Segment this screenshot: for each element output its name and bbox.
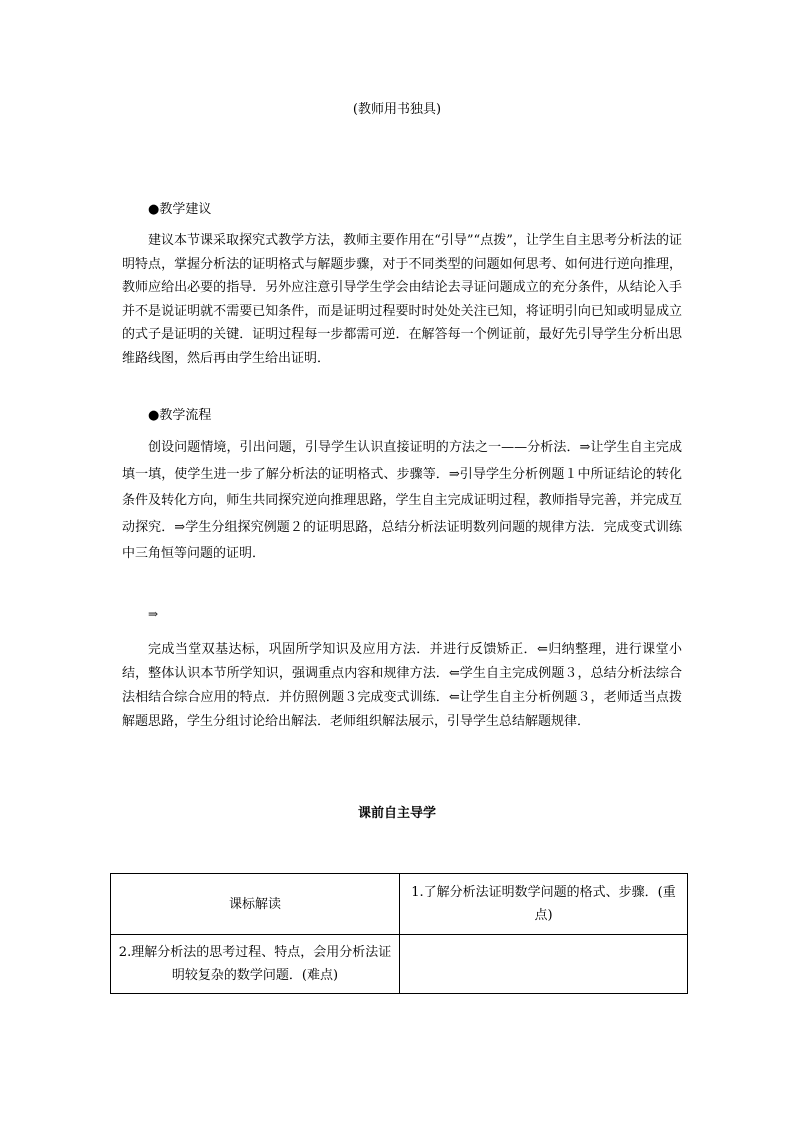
table-cell: 课标解读 — [111, 874, 400, 935]
table-row — [111, 874, 688, 935]
flow-arrow-glyph: ⇒ — [148, 607, 159, 621]
teaching-flow-text: 创设问题情境，引出问题，引导学生认识直接证明的方法之一——分析法．⇒让学生自主完成填一填，使学生进一步了解分析法的证明格式、步骤等．⇒引导学生分析例题１中所证结论的转化条件及转化方向，师生共同探究逆向推理思路，学生自主完成证明过程，教师指导完善，并完成互动探究．⇒学生分组探究例题２的证明思路，总结分析法证明数列问题的规律方法．完成变式训练中三角恒等问题的证明． — [122, 440, 682, 561]
teaching-flow-body — [122, 435, 682, 568]
table-cell — [400, 935, 688, 994]
table-cell: 1.了解分析法证明数学问题的格式、步骤．(重点) — [400, 874, 688, 935]
table-cell: 2.理解分析法的思考过程、特点，会用分析法证明较复杂的数学问题．(难点) — [111, 935, 400, 994]
teaching-flow-text-2: 完成当堂双基达标，巩固所学知识及应用方法．并进行反馈矫正．⇐归纳整理，进行课堂小结，整体认识本节所学知识，强调重点内容和规律方法．⇐学生自主完成例题３，总结分析法综合法相结合综合应用的特点．并仿照例题３完成变式训练．⇐让学生自主分析例题３，老师适当点拨解题思路，学生分组讨论给出解法．老师组织解法展示，引导学生总结解题规律． — [122, 642, 682, 729]
teaching-flow-title: ●教学流程 — [148, 408, 212, 423]
teaching-advice-text: 建议本节课采取探究式教学方法，教师主要作用在“引导”“点拨”，让学生自主思考分析法的证明特点，掌握分析法的证明格式与解题步骤，对于不同类型的问题如何思考、如何进行逆向推理，教师应给出必要的指导．另外应注意引导学生学会由结论去寻证问题成立的充分条件，从结论入手并不是说证明就不需要已知条件，而是证明过程要时时处处关注已知，将证明引向已知或明显成立的式子是证明的关键．证明过程每一步都需可逆．在解答每一个例证前，最好先引导学生分析出思维路线图，然后再由学生给出证明． — [122, 233, 682, 366]
teaching-advice-title: ●教学建议 — [148, 202, 212, 217]
teacher-only-note: (教师用书独具) — [352, 102, 442, 117]
pre-class-heading: 课前自主导学 — [357, 806, 436, 821]
curriculum-standards-table — [110, 873, 688, 994]
teaching-flow-body-2 — [122, 638, 682, 734]
teaching-advice-body — [122, 229, 682, 371]
table-row — [111, 935, 688, 994]
